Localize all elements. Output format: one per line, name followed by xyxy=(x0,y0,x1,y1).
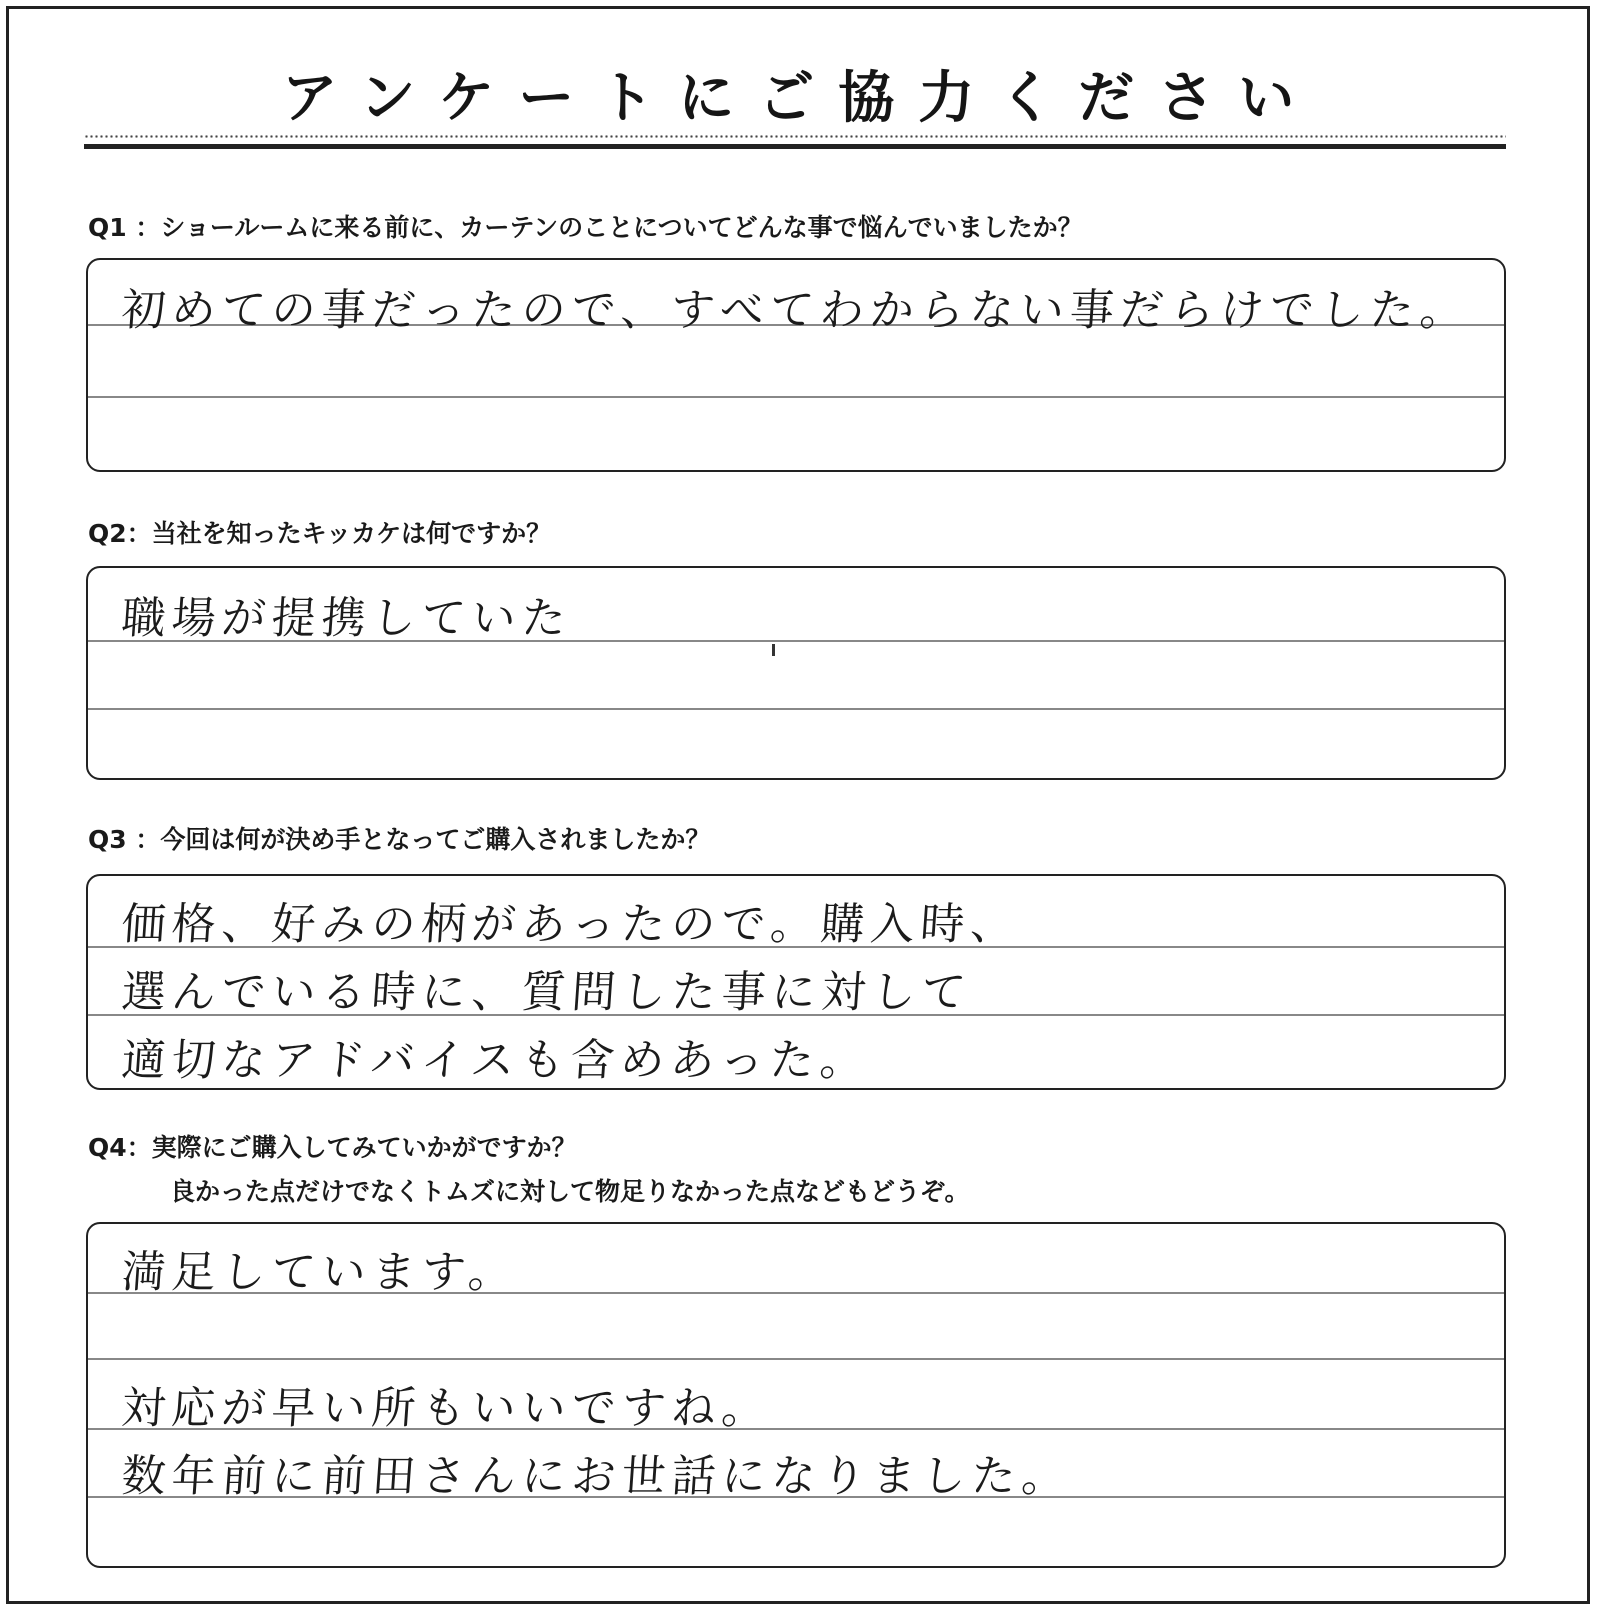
answer-box-q3 xyxy=(86,874,1506,1090)
title-dotted-rule xyxy=(84,134,1506,140)
title-solid-rule xyxy=(84,144,1506,149)
answer-box-q1 xyxy=(86,258,1506,472)
answer-box-q4 xyxy=(86,1222,1506,1568)
page-title: アンケートにご協力ください xyxy=(281,66,1319,131)
ruling-line xyxy=(88,396,1504,398)
question-label-q1: Q1 ：ショールームに来る前に、カーテンのことについてどんな事で悩んでいましたか？ xyxy=(88,213,1083,242)
question-label-q3: Q3 ：今回は何が決め手となってご購入されましたか？ xyxy=(88,825,711,854)
question-label-q2: Q2：当社を知ったキッカケは何ですか？ xyxy=(88,519,552,548)
pen-mark xyxy=(772,644,775,656)
ruling-line xyxy=(88,708,1504,710)
handwritten-answer-line: 数年前に前田さんにお世話になりました。 xyxy=(119,1451,1074,1502)
handwritten-answer-line: 職場が提携していた xyxy=(119,593,574,644)
handwritten-answer-line: 満足しています。 xyxy=(119,1247,520,1298)
question-label-q4: Q4：実際にご購入してみていかがですか？ xyxy=(88,1133,577,1162)
handwritten-answer-line: 初めての事だったので、すべてわからない事だらけでした。 xyxy=(119,285,1472,336)
handwritten-answer-line: 選んでいる時に、質問した事に対して xyxy=(119,967,974,1018)
question-label-q4-line2: 良かった点だけでなくトムズに対して物足りなかった点などもどうぞ。 xyxy=(170,1177,970,1206)
handwritten-answer-line: 対応が早い所もいいですね。 xyxy=(119,1383,774,1434)
answer-box-q2 xyxy=(86,566,1506,780)
handwritten-answer-line: 価格、好みの柄があったので。購入時、 xyxy=(119,899,1023,950)
ruling-line xyxy=(88,1358,1504,1360)
handwritten-answer-line: 適切なアドバイスも含めあった。 xyxy=(119,1035,872,1086)
